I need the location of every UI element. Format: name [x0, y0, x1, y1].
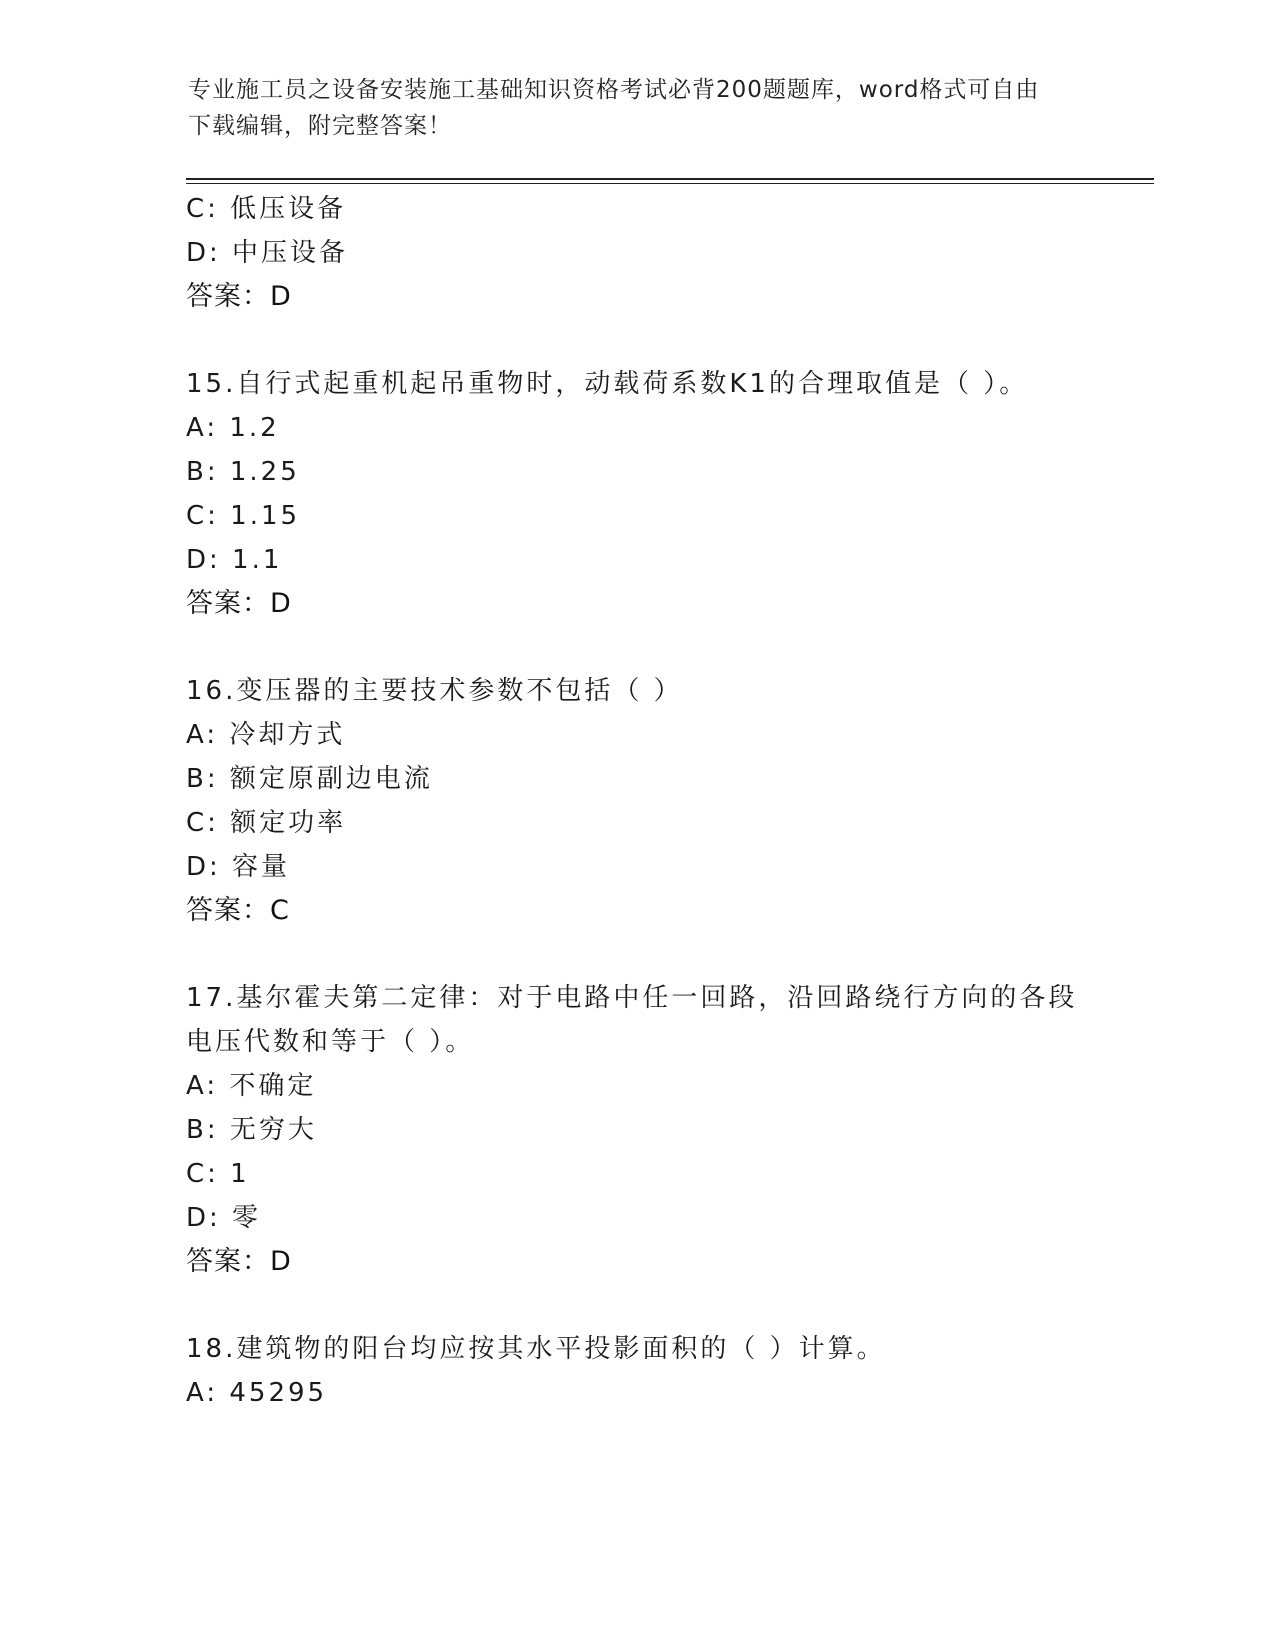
option-b-q15: B: 1.25 [186, 457, 300, 487]
option-b-q16: B: 额定原副边电流 [186, 764, 433, 794]
document-header [188, 72, 1088, 144]
option-d-q17: D: 零 [186, 1203, 262, 1233]
option-a-q16: A: 冷却方式 [186, 720, 346, 750]
option-a-q17: A: 不确定 [186, 1071, 317, 1101]
option-b-q17: B: 无穷大 [186, 1115, 317, 1145]
question-15: 15.自行式起重机起吊重物时，动载荷系数K1的合理取值是（ ）。 [186, 369, 1029, 399]
answer-q15: 答案：D [186, 588, 292, 619]
option-a-q18: A: 45295 [186, 1378, 328, 1408]
option-d-q16: D: 容量 [186, 852, 291, 882]
option-c-q17: C: 1 [186, 1159, 250, 1189]
question-17-line-2: 电压代数和等于（ ）。 [186, 1027, 475, 1057]
header-line-2: 下载编辑，附完整答案！ [188, 113, 452, 139]
answer-q16: 答案：C [186, 895, 290, 926]
header-divider-thick [186, 178, 1154, 180]
option-a-q15: A: 1.2 [186, 413, 280, 443]
option-c-q14: C: 低压设备 [186, 194, 347, 224]
header-line-1: 专业施工员之设备安装施工基础知识资格考试必背200题题库，word格式可自由 [188, 77, 1040, 103]
question-16: 16.变压器的主要技术参数不包括（ ） [186, 676, 683, 706]
option-c-q15: C: 1.15 [186, 501, 301, 531]
option-d-q15: D: 1.1 [186, 545, 283, 575]
option-d-q14: D: 中压设备 [186, 238, 349, 268]
option-c-q16: C: 额定功率 [186, 808, 347, 838]
answer-q14: 答案：D [186, 281, 292, 312]
question-18: 18.建筑物的阳台均应按其水平投影面积的（ ）计算。 [186, 1334, 886, 1364]
header-divider-thin [186, 183, 1154, 184]
answer-q17: 答案：D [186, 1246, 292, 1277]
question-17-line-1: 17.基尔霍夫第二定律：对于电路中任一回路，沿回路绕行方向的各段 [186, 983, 1078, 1013]
